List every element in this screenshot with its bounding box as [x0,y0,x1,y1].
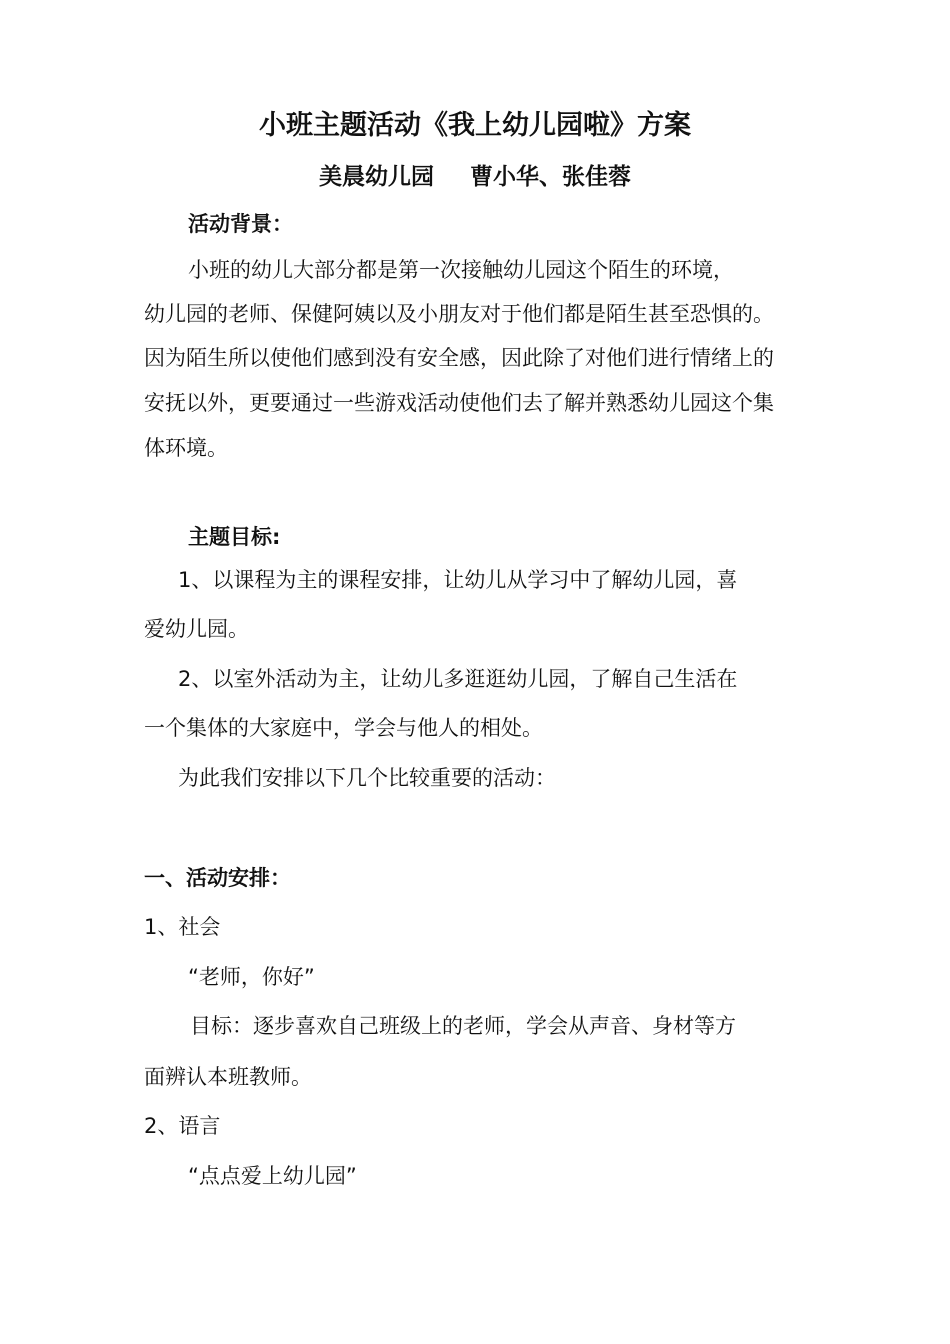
background-line-5: 体环境。 [144,436,228,460]
author-names: 曹小华、张佳蓉 [470,164,631,190]
goals-summary: 为此我们安排以下几个比较重要的活动： [178,766,556,790]
background-heading: 活动背景： [188,212,293,236]
goal-2-line-2: 一个集体的大家庭中，学会与他人的相处。 [144,716,543,740]
author-line [0,161,950,193]
document-title: 小班主题活动《我上幼儿园啦》方案 [259,110,691,141]
background-line-1: 小班的幼儿大部分都是第一次接触幼儿园这个陌生的环境， [188,258,734,282]
background-line-3: 因为陌生所以使他们感到没有安全感，因此除了对他们进行情绪上的 [144,346,774,370]
goal-2-line-1: 2、以室外活动为主，让幼儿多逛逛幼儿园，了解自己生活在 [178,667,738,691]
background-line-4: 安抚以外，更要通过一些游戏活动使他们去了解并熟悉幼儿园这个集 [144,391,774,415]
goal-1-line-1: 1、以课程为主的课程安排，让幼儿从学习中了解幼儿园，喜 [178,568,738,592]
background-line-2: 幼儿园的老师、保健阿姨以及小朋友对于他们都是陌生甚至恐惧的。 [144,302,774,326]
social-goal-line-2: 面辨认本班教师。 [144,1065,312,1089]
goal-1-line-2: 爱幼儿园。 [144,617,249,641]
language-label: 2、语言 [144,1114,221,1138]
social-goal-line-1: 目标：逐步喜欢自己班级上的老师，学会从声音、身材等方 [190,1014,736,1038]
language-activity: “点点爱上幼儿园” [188,1164,357,1188]
goals-heading: 主题目标: [188,525,281,549]
social-activity: “老师，你好” [188,965,315,989]
social-label: 1、社会 [144,915,221,939]
arrangement-heading: 一、活动安排： [144,866,291,890]
school-name: 美晨幼儿园 [319,164,434,190]
